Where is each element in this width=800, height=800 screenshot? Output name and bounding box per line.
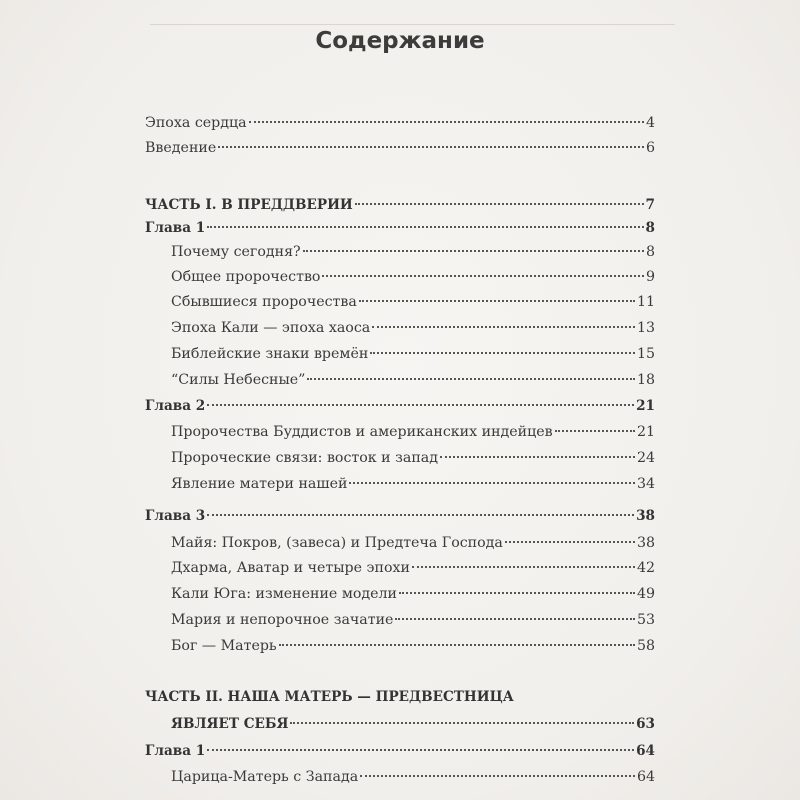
dot-leader [370,351,635,354]
toc-entry [145,506,655,526]
toc-entry-page: 6 [645,140,655,156]
toc-entry [145,195,655,215]
toc-entry [171,636,655,656]
dot-leader [207,748,634,751]
toc-entry [171,318,655,338]
toc-entry-page: 18 [636,372,655,388]
toc-entry-page: 21 [636,424,655,440]
toc-entry-page: 9 [645,269,655,285]
toc-entry-title: Общее пророчество [171,269,321,285]
toc-entry-title: Пророческие связи: восток и запад [171,450,438,466]
dot-leader [207,225,643,228]
toc-entry-title: Глава 1 [145,220,206,236]
toc-entry-page: 8 [645,220,655,236]
toc-entry-title: Почему сегодня? [171,244,301,260]
dot-leader [505,540,635,543]
toc-entry-page: 58 [636,638,655,654]
toc-entry-title: Мария и непорочное зачатие [171,612,394,628]
toc-entry-page: 4 [645,115,655,131]
dot-leader [249,120,644,123]
dot-leader [555,429,635,432]
dot-leader [355,202,644,205]
dot-leader [372,325,635,328]
dot-leader [307,377,635,380]
toc-entry-title: Эпоха Кали — эпоха хаоса [171,320,371,336]
toc-entry-page: 8 [645,244,655,260]
toc-entry [171,533,655,553]
toc-entry-title: Введение [145,140,217,156]
toc-entry-page: 13 [636,320,655,336]
toc-entry [171,714,655,734]
toc-entry-title: Глава 2 [145,398,206,414]
toc-entry [145,113,655,133]
toc-entry [171,767,655,787]
toc-entry-title: Пророчества Буддистов и американских индейцев [171,424,553,440]
dot-leader [218,145,644,148]
page-title: Содержание [315,28,485,54]
header-rule [150,24,675,25]
toc-entry [145,741,655,761]
dot-leader [412,565,635,568]
dot-leader [349,481,635,484]
toc-entry [171,242,655,262]
dot-leader [290,721,634,724]
toc-entry-page: 21 [636,398,655,414]
toc-entry-title: ЧАСТЬ I. В ПРЕДДВЕРИИ [145,197,353,213]
toc-entry-title: Кали Юга: изменение модели [171,586,398,602]
toc-entry-title: “Силы Небесные” [171,372,306,388]
dot-leader [207,403,634,406]
toc-entry-title: Бог — Матерь [171,638,277,654]
toc-entry-page: 34 [636,476,655,492]
toc-entry [171,584,655,604]
toc-entry-title: Дхарма, Аватар и четыре эпохи [171,560,410,576]
toc-entry-title: ЧАСТЬ II. НАША МАТЕРЬ — ПРЕДВЕСТНИЦА [145,689,514,705]
dot-leader [207,513,634,516]
toc-entry [171,422,655,442]
toc-entry-title: Глава 3 [145,508,206,524]
toc-entry-page: 38 [636,535,655,551]
toc-entry [171,292,655,312]
dot-leader [440,455,635,458]
toc-entry-page: 42 [636,560,655,576]
dot-leader [303,249,644,252]
toc-entry-page: 53 [636,612,655,628]
toc-entry [171,474,655,494]
toc-entry-page: 11 [636,294,655,310]
toc-entry-title: Библейские знаки времён [171,346,369,362]
toc-entry-page: 49 [636,586,655,602]
dot-leader [399,591,635,594]
toc-entry-title: Эпоха сердца [145,115,247,131]
toc-entry-page: 24 [636,450,655,466]
toc-entry [145,138,655,158]
toc-entry [171,344,655,364]
toc-entry [171,267,655,287]
dot-leader [360,774,635,777]
toc-entry [171,448,655,468]
toc-entry [171,370,655,390]
dot-leader [279,643,635,646]
toc-entry-page: 38 [636,508,655,524]
toc-entry-title: Майя: Покров, (завеса) и Предтеча Господа [171,535,503,551]
toc-entry-title: Явление матери нашей [171,476,348,492]
toc-entry-title: Сбывшиеся пророчества [171,294,357,310]
toc-entry [171,558,655,578]
toc-entry-title: Царица-Матерь с Запада [171,769,359,785]
dot-leader [395,617,634,620]
toc-entry [145,218,655,238]
dot-leader [322,274,644,277]
toc-entry-page: 64 [636,769,655,785]
toc-entry-page: 64 [636,743,655,759]
toc-entry-page: 15 [636,346,655,362]
toc-entry [145,396,655,416]
toc-entry [145,687,655,707]
dot-leader [359,299,635,302]
toc-entry [171,610,655,630]
toc-entry-title: Глава 1 [145,743,206,759]
toc-entry-page: 63 [636,716,655,732]
toc-entry-title: ЯВЛЯЕТ СЕБЯ [171,716,289,732]
toc-entry-page: 7 [645,197,655,213]
